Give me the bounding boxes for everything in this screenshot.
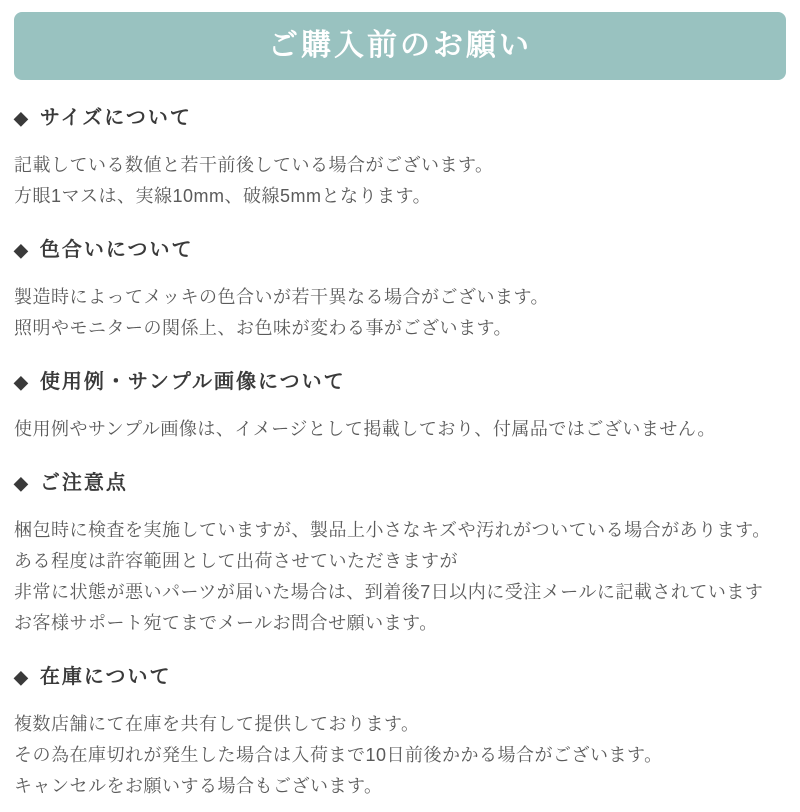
section-heading bbox=[14, 106, 786, 130]
section-stock bbox=[14, 665, 786, 802]
body-line: 非常に状態が悪いパーツが届いた場合は、到着後7日以内に受注メールに記載されています bbox=[14, 582, 764, 602]
body-line: 記載している数値と若干前後している場合がございます。 bbox=[14, 155, 494, 175]
section-heading bbox=[14, 665, 786, 689]
section-heading-text: 使用例・サンプル画像について bbox=[39, 371, 346, 393]
body-line: その為在庫切れが発生した場合は入荷まで10日前後かかる場合がございます。 bbox=[14, 745, 663, 765]
diamond-bullet-icon: ◆ bbox=[14, 473, 30, 493]
title-banner bbox=[14, 12, 786, 80]
section-heading bbox=[14, 238, 786, 262]
body-line: ある程度は許容範囲として出荷させていただきますが bbox=[14, 551, 458, 571]
diamond-bullet-icon: ◆ bbox=[14, 108, 30, 128]
notice-page bbox=[0, 12, 800, 812]
section-sample-images bbox=[14, 370, 786, 445]
body-line: 方眼1マスは、実線10mm、破線5mmとなります。 bbox=[14, 186, 432, 206]
diamond-bullet-icon: ◆ bbox=[14, 667, 30, 687]
section-heading bbox=[14, 471, 786, 495]
section-color bbox=[14, 238, 786, 344]
diamond-bullet-icon: ◆ bbox=[14, 240, 30, 260]
body-line: キャンセルをお願いする場合もございます。 bbox=[14, 776, 383, 796]
body-line: 製造時によってメッキの色合いが若干異なる場合がございます。 bbox=[14, 287, 550, 307]
section-heading-text: ご注意点 bbox=[39, 472, 128, 494]
section-heading-text: 在庫について bbox=[39, 666, 172, 688]
section-heading bbox=[14, 370, 786, 394]
section-heading-text: 色合いについて bbox=[39, 239, 194, 261]
page-title: ご購入前のお願い bbox=[268, 29, 532, 62]
diamond-bullet-icon: ◆ bbox=[14, 372, 30, 392]
body-line: 照明やモニターの関係上、お色味が変わる事がございます。 bbox=[14, 318, 513, 338]
body-line: 使用例やサンプル画像は、イメージとして掲載しており、付属品ではございません。 bbox=[14, 419, 716, 439]
body-line: 複数店舗にて在庫を共有して提供しております。 bbox=[14, 714, 420, 734]
body-line: お客様サポート宛てまでメールお問合せ願います。 bbox=[14, 613, 438, 633]
body-line: 梱包時に検査を実施していますが、製品上小さなキズや汚れがついている場合があります。 bbox=[14, 520, 771, 540]
section-heading-text: サイズについて bbox=[39, 107, 192, 129]
notice-body bbox=[14, 106, 786, 802]
section-cautions bbox=[14, 471, 786, 639]
section-size bbox=[14, 106, 786, 212]
